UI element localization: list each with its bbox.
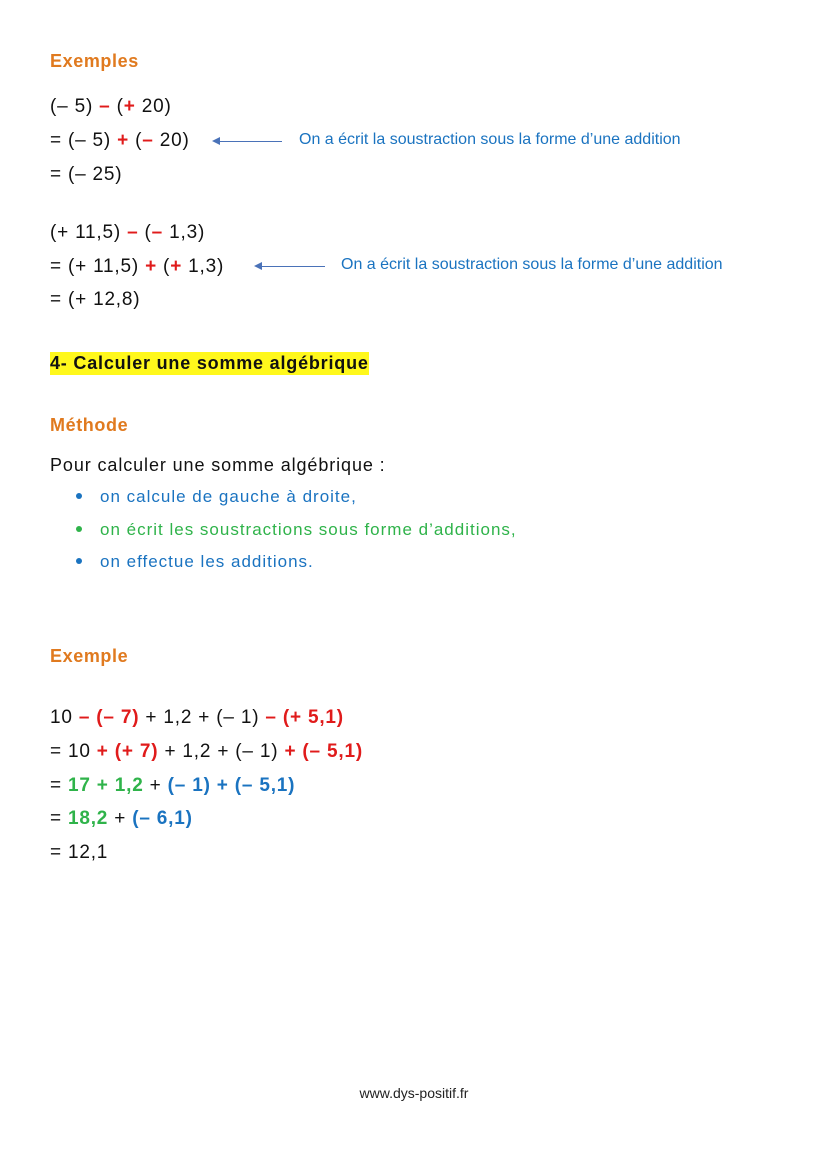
text-part: = (– 5) xyxy=(50,130,118,151)
examples-heading: Exemples xyxy=(50,51,139,71)
text-part: (+ 11,5) xyxy=(50,222,128,243)
bullet-dot-icon xyxy=(76,526,82,532)
example-heading: Exemple xyxy=(50,646,129,666)
method-bullet-1 xyxy=(76,487,357,507)
highlight-red: – (+ 5,1) xyxy=(265,707,344,728)
highlight-blue: (– 6,1) xyxy=(132,808,193,829)
operator: – xyxy=(127,222,139,243)
operator: + xyxy=(145,256,157,277)
example-b-line-3: = (+ 12,8) xyxy=(50,289,141,310)
sum-line-3 xyxy=(50,775,295,797)
text-part: + 1,2 + (– 1) xyxy=(158,741,285,762)
text-part: = 10 xyxy=(50,741,97,762)
sum-line-1 xyxy=(50,707,344,729)
text-part: ( xyxy=(138,222,152,243)
text-part: 1,3) xyxy=(182,256,225,277)
text-part: = xyxy=(50,808,68,829)
sign: + xyxy=(170,256,183,277)
text-part: = (+ 11,5) xyxy=(50,256,146,277)
highlight-green: 17 + 1,2 xyxy=(67,775,144,796)
example-a-line-1 xyxy=(50,96,172,118)
text-part: 1,3) xyxy=(163,222,206,243)
text-part: = xyxy=(50,775,68,796)
method-intro: Pour calculer une somme algébrique : xyxy=(50,455,386,475)
text-part: + xyxy=(108,808,133,829)
example-b-line-1 xyxy=(50,222,205,244)
section-title: 4- Calculer une somme algébrique xyxy=(50,353,369,373)
bullet-dot-icon xyxy=(76,558,82,564)
bullet-text: on écrit les soustractions sous forme d’additions, xyxy=(100,520,517,539)
highlight-red: + (+ 7) xyxy=(96,741,159,762)
text-part: ( xyxy=(110,96,124,117)
sign: – xyxy=(151,222,164,243)
bullet-text: on effectue les additions. xyxy=(100,552,314,571)
text-part: ( xyxy=(156,256,171,277)
highlight-red: + (– 5,1) xyxy=(284,741,363,762)
method-bullet-3 xyxy=(76,552,314,572)
sum-line-5: = 12,1 xyxy=(50,842,109,863)
text-part: ( xyxy=(129,130,143,151)
operator: – xyxy=(99,96,111,117)
bullet-text: on calcule de gauche à droite, xyxy=(100,487,357,506)
arrow-left-icon xyxy=(214,141,282,142)
text-part: + xyxy=(143,775,168,796)
highlight-red: – (– 7) xyxy=(78,707,140,728)
text-part: + 1,2 + (– 1) xyxy=(139,707,266,728)
method-heading: Méthode xyxy=(50,415,129,435)
example-a-note: On a écrit la soustraction sous la forme d’une addition xyxy=(299,131,681,148)
highlight-green: 18,2 xyxy=(67,808,109,829)
text-part: 10 xyxy=(50,707,79,728)
bullet-dot-icon xyxy=(76,493,82,499)
text-part: 20) xyxy=(135,96,172,117)
footer-url: www.dys-positif.fr xyxy=(359,1085,469,1101)
operator: + xyxy=(117,130,130,151)
sum-line-2 xyxy=(50,741,363,763)
text-part: (– 5) xyxy=(50,96,100,117)
arrow-left-icon xyxy=(256,266,325,267)
example-a-line-3: = (– 25) xyxy=(50,164,123,185)
text-part: 20) xyxy=(153,130,190,151)
highlight-blue: (– 1) + (– 5,1) xyxy=(167,775,296,796)
sign: – xyxy=(142,130,154,151)
sign: + xyxy=(123,96,136,117)
example-b-line-2 xyxy=(50,256,224,278)
method-bullet-2 xyxy=(76,520,517,540)
sum-line-4 xyxy=(50,808,193,830)
example-b-note: On a écrit la soustraction sous la forme d’une addition xyxy=(341,256,723,273)
example-a-line-2 xyxy=(50,130,190,152)
